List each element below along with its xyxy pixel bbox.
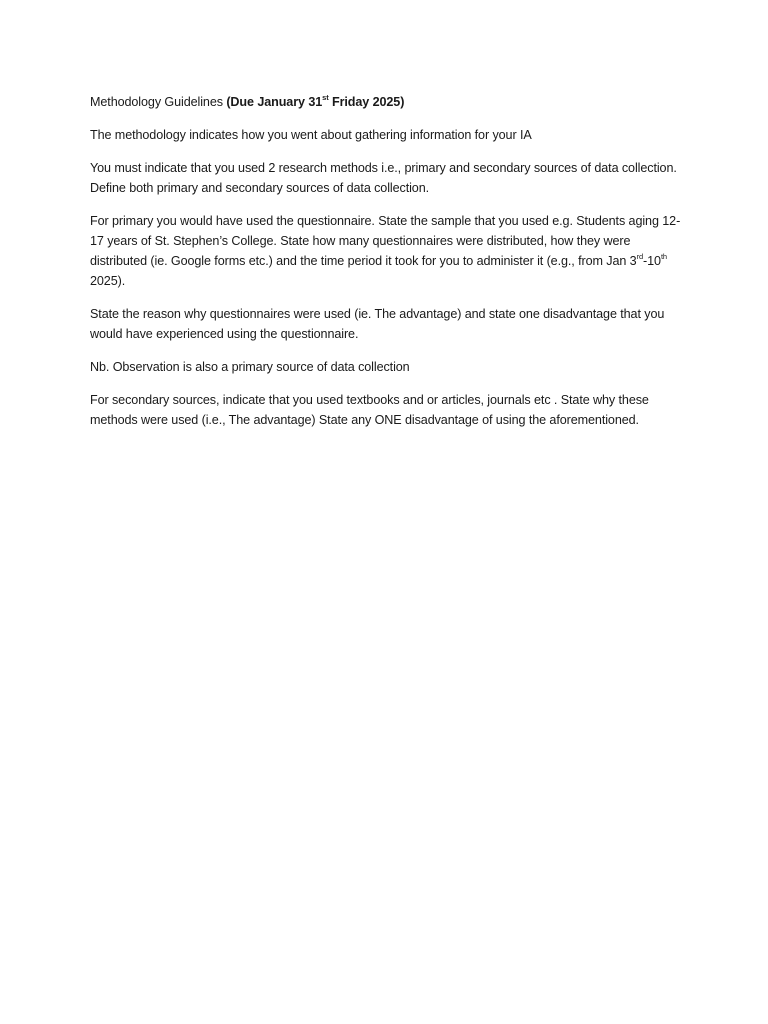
document-title <box>90 92 690 112</box>
paragraph-observation-note: Nb. Observation is also a primary source of data collection <box>90 360 410 374</box>
due-date-superscript: st <box>322 92 329 102</box>
primary-text-1: For primary you would have used the questionnaire. State the sample that you used e.g. Students aging 12-17 years of St. Stephen’s College. State how many questionnaires were distributed, how they were distributed (ie. Google forms etc.) and the time period it took for you to administer it (e.g., from Jan 3 <box>90 214 681 268</box>
paragraph-primary-sources <box>90 211 690 291</box>
title-text: Methodology Guidelines <box>90 95 227 109</box>
due-date-suffix: Friday 2025) <box>328 95 405 109</box>
paragraph-secondary-sources: For secondary sources, indicate that you used textbooks and or articles, journals etc . State why these methods were used (i.e., The advantage) State any ONE disadvantage of using the aforementioned. <box>90 393 649 427</box>
paragraph-research-methods: You must indicate that you used 2 research methods i.e., primary and secondary sources of data collection. Define both primary and secondary sources of data collection. <box>90 161 677 195</box>
paragraph-questionnaire-reasons: State the reason why questionnaires were used (ie. The advantage) and state one disadvantage that you would have experienced using the questionnaire. <box>90 307 665 341</box>
primary-superscript-th: th <box>660 251 668 261</box>
due-date-prefix: (Due January 31 <box>226 95 323 109</box>
primary-text-2: -10 <box>643 254 661 268</box>
primary-text-3: 2025). <box>90 274 126 288</box>
paragraph-methodology-intro: The methodology indicates how you went about gathering information for your IA <box>90 128 532 142</box>
primary-superscript-rd: rd <box>636 251 644 261</box>
due-date <box>226 92 405 109</box>
document-body <box>90 92 690 443</box>
